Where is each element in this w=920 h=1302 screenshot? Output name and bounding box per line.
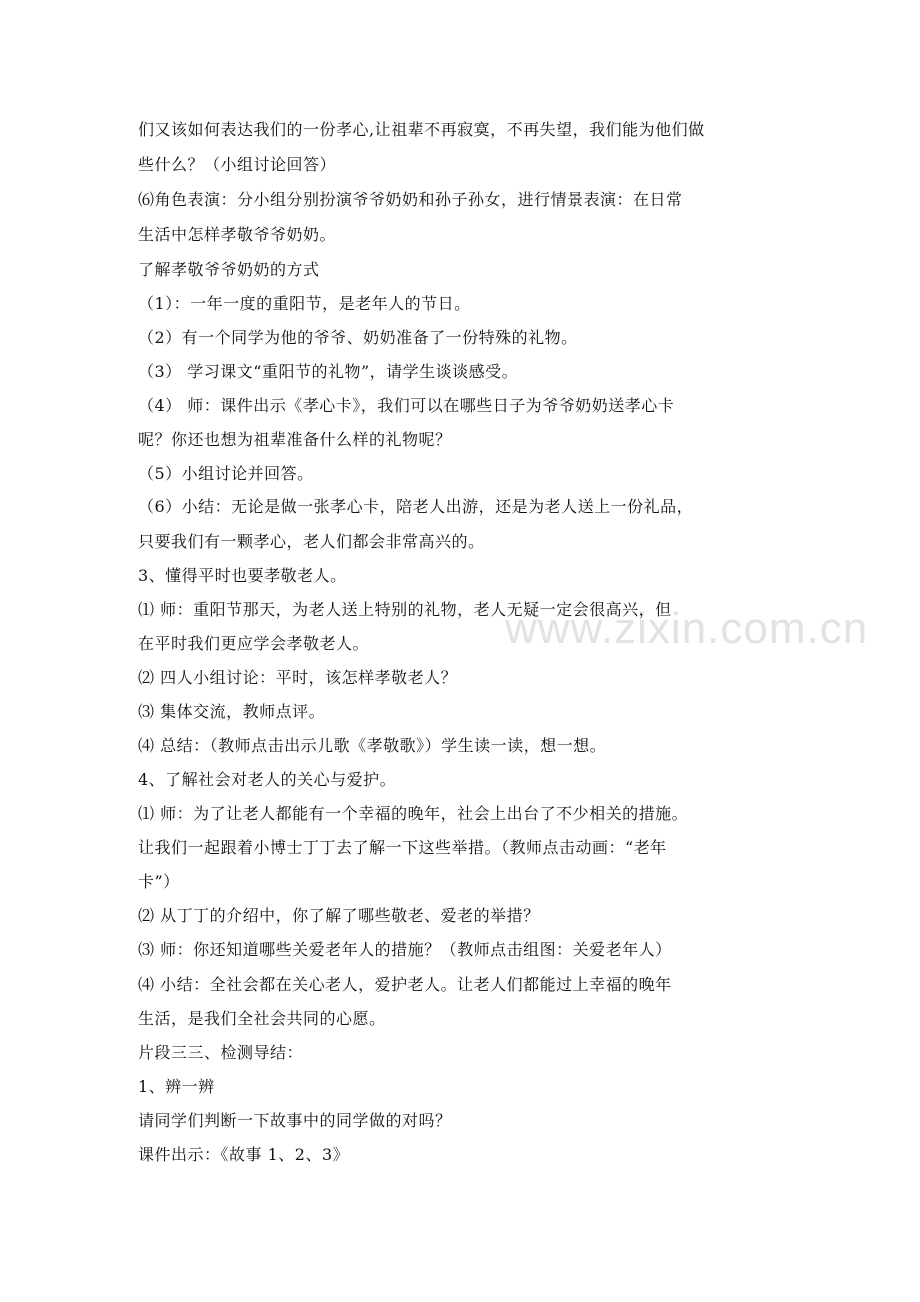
text-line: 在平时我们更应学会孝敬老人。 <box>138 634 370 653</box>
text-line: （3） 学习课文“重阳节的礼物”，请学生谈谈感受。 <box>138 362 519 381</box>
text-line: ⑷ 总结：（教师点击出示儿歌《孝敬歌》）学生读一读，想一想。 <box>138 736 607 755</box>
text-line: ⑵ 从丁丁的介绍中，你了解了哪些敬老、爱老的举措？ <box>138 906 540 925</box>
watermark: www.zixin.com.cn <box>505 604 869 653</box>
text-line: ⑶ 集体交流，教师点评。 <box>138 702 326 721</box>
text-line: 卡”） <box>138 872 180 891</box>
text-line: （5）小组讨论并回答。 <box>138 464 314 483</box>
text-line: 片段三三、检测导结： <box>138 1043 304 1062</box>
text-line: ⑷ 小结：全社会都在关心老人，爱护老人。让老人们都能过上幸福的晚年 <box>138 975 672 994</box>
text-line: ⑹角色表演：分小组分别扮演爷爷奶奶和孙子孙女，进行情景表演：在日常 <box>138 190 683 209</box>
text-line: 了解孝敬爷爷奶奶的方式 <box>138 260 320 279</box>
text-line: 们又该如何表达我们的一份孝心,让祖辈不再寂寞，不再失望，我们能为他们做 <box>138 120 705 139</box>
text-line: 生活中怎样孝敬爷爷奶奶。 <box>138 225 337 244</box>
text-line: 课件出示：《故事 1、2、3》 <box>138 1145 350 1164</box>
text-line: ⑶ 师：你还知道哪些关爱老年人的措施？（教师点击组图：关爱老年人） <box>138 940 672 959</box>
text-line: ⑴ 师：为了让老人都能有一个幸福的晚年，社会上出台了不少相关的措施。 <box>138 804 689 823</box>
text-line: ⑵ 四人小组讨论：平时，该怎样孝敬老人？ <box>138 668 458 687</box>
text-line: 只要我们有一颗孝心，老人们都会非常高兴的。 <box>138 532 485 551</box>
text-line: ⑴ 师：重阳节那天，为老人送上特别的礼物，老人无疑一定会很高兴，但 <box>138 600 672 619</box>
text-line: 1、辨一辨 <box>138 1077 215 1096</box>
text-line: 呢？你还也想为祖辈准备什么样的礼物呢？ <box>138 430 452 449</box>
text-line: （1）：一年一度的重阳节，是老年人的节日。 <box>138 294 471 313</box>
text-line: 生活，是我们全社会共同的心愿。 <box>138 1009 386 1028</box>
text-line: 让我们一起跟着小博士丁丁去了解一下这些举措。（教师点击动画：“老年 <box>138 838 667 857</box>
text-line: （4） 师：课件出示《孝心卡》，我们可以在哪些日子为爷爷奶奶送孝心卡 <box>138 396 675 415</box>
text-line: （6）小结：无论是做一张孝心卡，陪老人出游，还是为老人送上一份礼品， <box>138 497 694 516</box>
text-line: （2）有一个同学为他的爷爷、奶奶准备了一份特殊的礼物。 <box>138 328 578 347</box>
text-line: 4、了解社会对老人的关心与爱护。 <box>138 770 397 789</box>
text-line: 些什么？（小组讨论回答） <box>138 155 337 174</box>
text-line: 3、懂得平时也要孝敬老人。 <box>138 566 347 585</box>
text-line: 请同学们判断一下故事中的同学做的对吗？ <box>138 1111 452 1130</box>
